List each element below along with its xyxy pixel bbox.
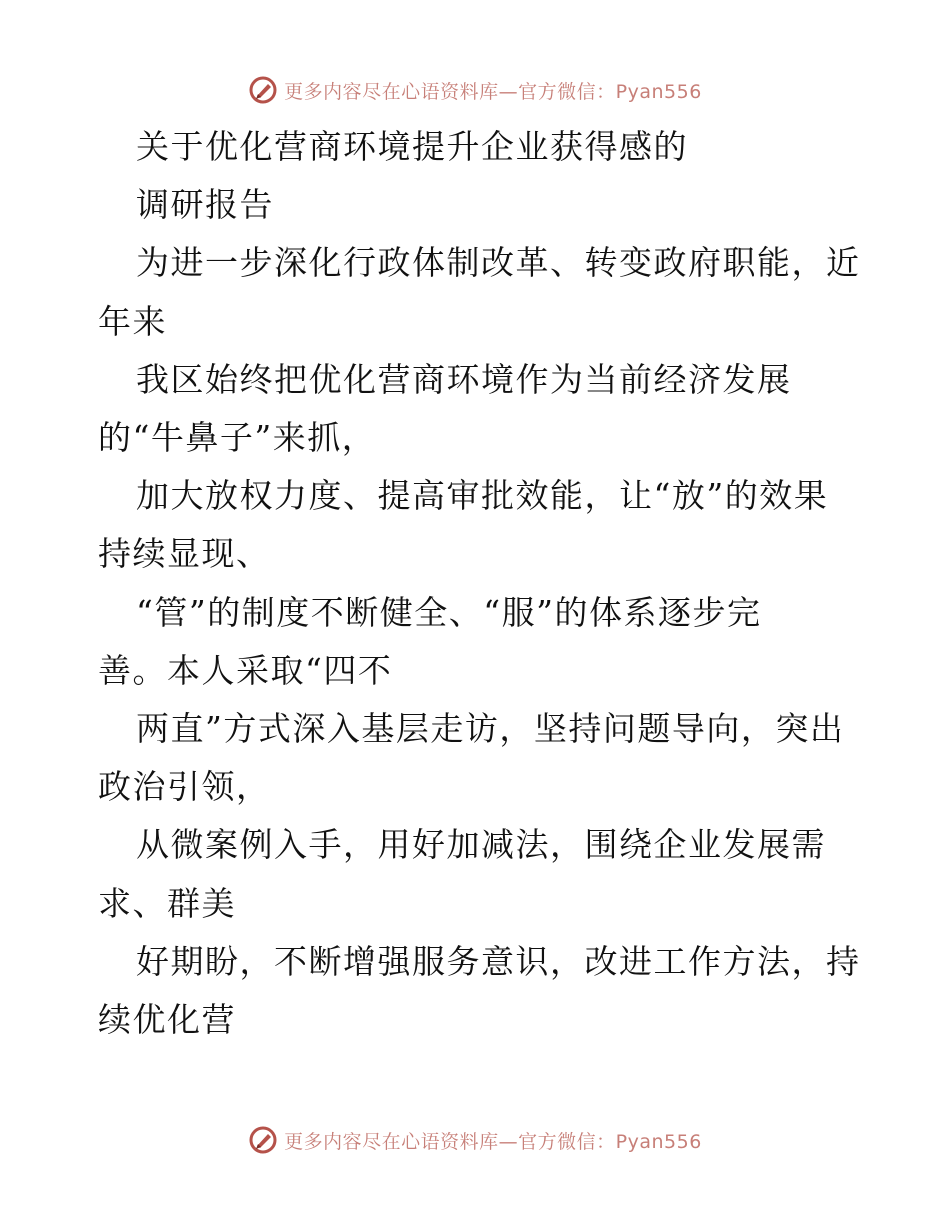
pen-circle-logo-icon <box>248 75 278 105</box>
doc-line: 政治引领， <box>98 767 271 807</box>
footer-watermark <box>0 1120 950 1160</box>
doc-line: 续优化营 <box>98 1000 236 1040</box>
document-body <box>98 118 861 1049</box>
watermark-text: 更多内容尽在心语资料库—官方微信：Pyan556 <box>284 80 702 103</box>
doc-line: 求、群美 <box>98 883 236 923</box>
header-watermark <box>0 70 950 110</box>
watermark-text: 更多内容尽在心语资料库—官方微信：Pyan556 <box>284 1130 702 1153</box>
doc-line: 两直”方式深入基层走访，坚持问题导向，突出 <box>136 709 845 749</box>
doc-line: 我区始终把优化营商环境作为当前经济发展 <box>136 359 792 399</box>
doc-line: 的“牛鼻子”来抓， <box>98 418 377 458</box>
doc-line: 加大放权力度、提高审批效能，让“放”的效果 <box>136 476 829 516</box>
doc-line: 持续显现、 <box>98 534 271 574</box>
doc-line: “管”的制度不断健全、“服”的体系逐步完 <box>136 592 762 632</box>
doc-line: 为进一步深化行政体制改革、转变政府职能，近 <box>136 243 861 283</box>
doc-line: 关于优化营商环境提升企业获得感的 <box>136 127 688 166</box>
doc-line: 年来 <box>98 301 167 341</box>
doc-line: 调研报告 <box>136 185 274 225</box>
doc-line: 善。本人采取“四不 <box>98 650 393 690</box>
pen-circle-logo-icon <box>248 1125 278 1155</box>
doc-line: 好期盼，不断增强服务意识，改进工作方法，持 <box>136 941 861 981</box>
doc-line: 从微案例入手，用好加减法，围绕企业发展需 <box>136 825 826 865</box>
